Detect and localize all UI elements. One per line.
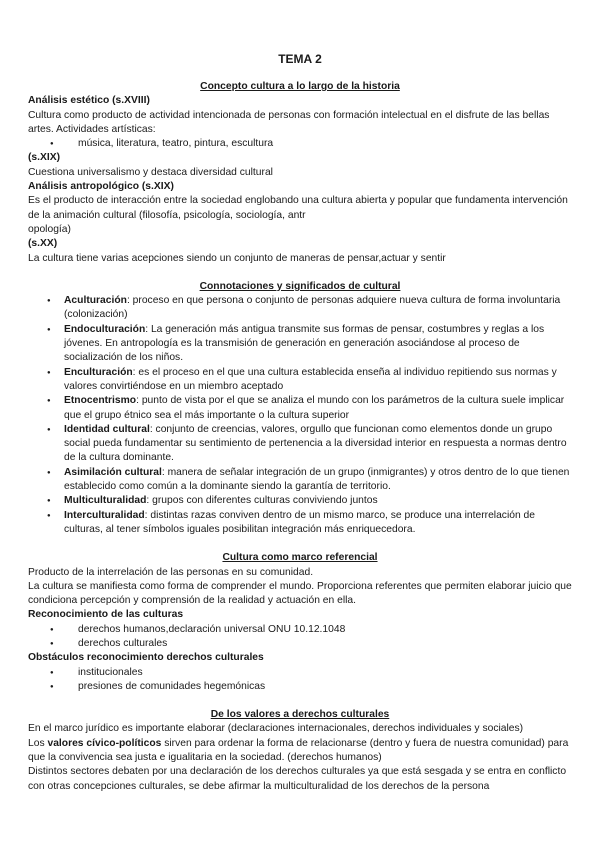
- list-item: [28, 466, 572, 495]
- definition: : proceso en que persona o conjunto de personas adquiere nueva cultura de forma involuntaria (colonización): [64, 295, 561, 321]
- list-item: [28, 509, 572, 538]
- paragraph-marco-1: Producto de la interrelación de las personas en su comunidad.: [28, 566, 314, 578]
- paragraph-valores-3: Distintos sectores debaten por una declaración de los derechos culturales ya que está sesgada y se entra en conflicto con otras concepciones culturales, se debe afirmar la multiculturalidad de los derechos de la persona: [28, 766, 567, 792]
- subheading-sxx: (s.XX): [28, 238, 58, 250]
- section-heading-connotaciones: Connotaciones y significados de cultural: [199, 280, 401, 292]
- paragraph-sxx: La cultura tiene varias acepciones siendo un conjunto de maneras de pensar,actuar y sentir: [28, 252, 446, 264]
- paragraph-antropologico: Es el producto de interacción entre la sociedad englobando una cultura abierta y popular que fundamenta intervención de la animación cultural (filosofía, psicología, sociología, antr: [28, 195, 568, 221]
- definition: : distintas razas conviven dentro de un mismo marco, se produce una interrelación de culturas, al tener símbolos iguales posibilitan integración más enriquecedora.: [64, 509, 536, 535]
- paragraph-marco-2: La cultura se manifiesta como forma de comprender el mundo. Proporciona referentes que permiten elaborar juicio que condiciona percepción y comprensión de la realidad y actuación en ella.: [28, 580, 572, 607]
- term: Etnocentrismo: [64, 395, 137, 407]
- definition: : conjunto de creencias, valores, orgullo que funcionan como elementos donde un grupo social pueda fundamentar su sentimiento de pertenencia a la diversidad interior en respuesta a normas dentro de la cultura dominante.: [64, 423, 567, 464]
- document-body: [28, 80, 572, 794]
- list-item: ● música, literatura, teatro, pintura, escultura: [28, 137, 572, 151]
- definition: : grupos con diferentes culturas conviviendo juntos: [146, 495, 378, 507]
- subheading-analisis-estetico: Análisis estético (s.XVIII): [28, 95, 150, 107]
- definition: : es el proceso en el que una cultura establecida enseña al individuo repitiendo sus normas y valores convirtiéndose en un miembro aceptado: [64, 366, 557, 392]
- term: Identidad cultural: [64, 423, 150, 435]
- list-item: ● institucionales: [28, 666, 572, 680]
- term: Asimilación cultural: [64, 466, 162, 478]
- list-item: [28, 323, 572, 366]
- section-heading-concepto: Concepto cultura a lo largo de la historia: [200, 81, 400, 92]
- term: Interculturalidad: [64, 509, 145, 521]
- list-item: ● presiones de comunidades hegemónicas: [28, 680, 572, 694]
- paragraph-sxix: Cuestiona universalismo y destaca diversidad cultural: [28, 166, 273, 178]
- list-item: [28, 423, 572, 466]
- bullet-list-connotaciones: [28, 294, 572, 537]
- subheading-sxix: (s.XIX): [28, 152, 61, 164]
- term: Enculturación: [64, 366, 133, 378]
- bullet-list-actividades: [28, 137, 572, 151]
- bullet-list-reconocimiento: [28, 623, 572, 652]
- section-heading-marco-referencial: Cultura como marco referencial: [222, 552, 378, 564]
- paragraph-valores-1: En el marco jurídico es importante elaborar (declaraciones internacionales, derechos individuales y sociales): [28, 723, 524, 735]
- list-item: [28, 494, 572, 508]
- term: Endoculturación: [64, 323, 146, 335]
- text: Los: [28, 737, 48, 749]
- list-item: ● derechos humanos,declaración universal ONU 10.12.1048: [28, 623, 572, 637]
- bold-term: valores cívico-políticos: [47, 737, 162, 749]
- text: sirven para ordenar la forma de relacionarse (dentro y fuera de nuestra comunidad) para que la convivencia sea justa e igualitaria en la sociedad. (derechos humanos): [28, 737, 569, 764]
- paragraph-antropologico-cont: opología): [28, 223, 71, 235]
- list-item: [28, 294, 572, 323]
- term: Aculturación: [64, 295, 127, 307]
- paragraph-valores-2: [28, 737, 572, 766]
- document-title: TEMA 2: [278, 52, 322, 66]
- subheading-reconocimiento: Reconocimiento de las culturas: [28, 609, 184, 621]
- section-heading-valores: De los valores a derechos culturales: [210, 709, 390, 721]
- bullet-list-obstaculos: [28, 666, 572, 695]
- list-item: ● derechos culturales: [28, 637, 572, 651]
- subheading-obstaculos: Obstáculos reconocimiento derechos culturales: [28, 652, 264, 664]
- list-item: [28, 366, 572, 395]
- definition: : manera de señalar integración de un grupo (inmigrantes) y otros dentro de lo que tienen establecido como común a la dominante siendo la garantía de territorio.: [64, 466, 570, 493]
- paragraph-estetico: Cultura como producto de actividad intencionada de personas con formación intelectual en el disfrute de las bellas artes. Actividades artísticas:: [28, 109, 550, 135]
- list-item: [28, 394, 572, 423]
- term: Multiculturalidad: [64, 495, 147, 507]
- definition: : La generación más antigua transmite sus formas de pensar, costumbres y reglas a los jóvenes. En antropología es la transmisión de generación en generación asociándose al proceso de socialización de los niños.: [64, 323, 545, 364]
- subheading-analisis-antropologico: Análisis antropológico (s.XIX): [28, 181, 174, 193]
- definition: : punto de vista por el que se analiza el mundo con los parámetros de la cultura suele implicar que el grupo étnico sea el más importante o la cultura superior: [64, 395, 565, 421]
